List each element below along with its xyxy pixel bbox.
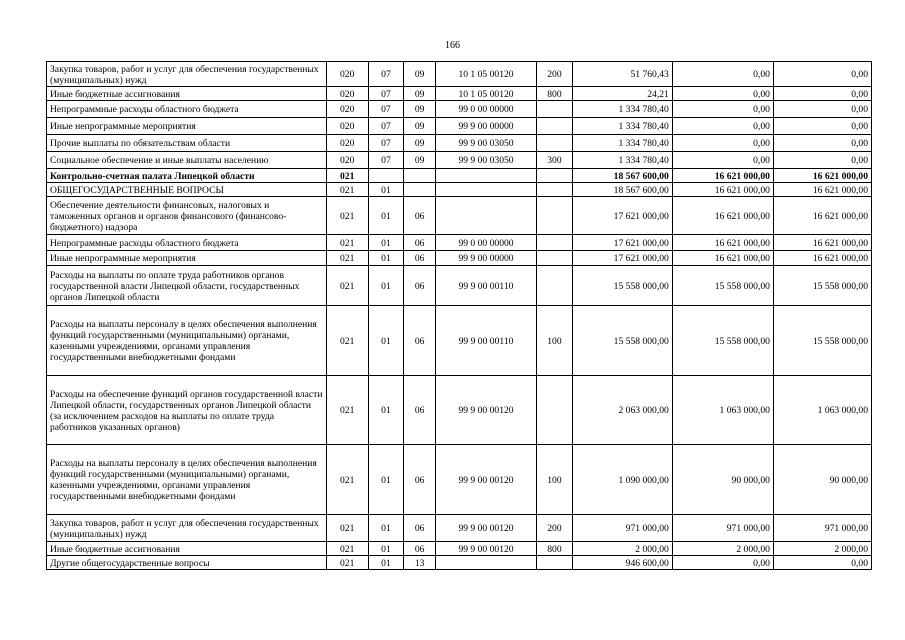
cell-target-article: 99 9 00 03050 [435, 135, 536, 152]
cell-name: Закупка товаров, работ и услуг для обеспечения государственных (муниципальных) нужд [47, 515, 327, 542]
budget-table [46, 61, 872, 570]
cell-section-code: 01 [368, 183, 404, 197]
cell-target-article: 99 9 00 03050 [435, 152, 536, 169]
cell-amount-year-1: 51 760,43 [572, 62, 672, 87]
cell-amount-year-3: 2 000,00 [773, 542, 871, 556]
cell-name: ОБЩЕГОСУДАРСТВЕННЫЕ ВОПРОСЫ [47, 183, 327, 197]
table-row [47, 183, 872, 197]
cell-expense-type: 800 [537, 542, 573, 556]
cell-subsection-code: 06 [404, 266, 436, 306]
cell-amount-year-2: 0,00 [672, 135, 773, 152]
cell-amount-year-1: 18 567 600,00 [572, 169, 672, 183]
cell-subsection-code [404, 169, 436, 183]
cell-amount-year-3: 0,00 [773, 62, 871, 87]
cell-subsection-code: 06 [404, 542, 436, 556]
cell-section-code: 01 [368, 306, 404, 376]
table-row [47, 542, 872, 556]
cell-target-article [435, 556, 536, 570]
cell-target-article: 99 9 00 00120 [435, 515, 536, 542]
cell-section-code: 01 [368, 515, 404, 542]
cell-amount-year-2: 15 558 000,00 [672, 306, 773, 376]
cell-expense-type [537, 197, 573, 235]
cell-expense-type [537, 101, 573, 118]
cell-amount-year-3: 16 621 000,00 [773, 251, 871, 266]
cell-target-article: 10 1 05 00120 [435, 62, 536, 87]
cell-ministry-code: 021 [326, 445, 368, 515]
table-row [47, 135, 872, 152]
cell-section-code: 01 [368, 445, 404, 515]
cell-ministry-code: 021 [326, 183, 368, 197]
cell-amount-year-3: 0,00 [773, 87, 871, 101]
cell-target-article: 99 9 00 00120 [435, 542, 536, 556]
cell-amount-year-2: 0,00 [672, 87, 773, 101]
cell-amount-year-3: 0,00 [773, 152, 871, 169]
cell-subsection-code: 06 [404, 197, 436, 235]
cell-section-code: 01 [368, 235, 404, 251]
cell-name: Расходы на обеспечение функций органов государственной власти Липецкой области, государственных органов Липецкой области (за исключением расходов на выплаты по оплате труда работников указанных органов) [47, 376, 327, 445]
cell-expense-type: 100 [537, 445, 573, 515]
cell-amount-year-1: 1 334 780,40 [572, 118, 672, 135]
cell-amount-year-3: 16 621 000,00 [773, 235, 871, 251]
cell-ministry-code: 021 [326, 306, 368, 376]
cell-amount-year-2: 16 621 000,00 [672, 197, 773, 235]
table-row [47, 376, 872, 445]
table-body [47, 62, 872, 570]
cell-ministry-code: 021 [326, 251, 368, 266]
cell-expense-type [537, 266, 573, 306]
cell-amount-year-3: 0,00 [773, 118, 871, 135]
cell-subsection-code: 09 [404, 135, 436, 152]
cell-expense-type: 200 [537, 515, 573, 542]
cell-amount-year-3: 16 621 000,00 [773, 183, 871, 197]
cell-subsection-code: 09 [404, 152, 436, 169]
cell-amount-year-2: 971 000,00 [672, 515, 773, 542]
cell-section-code: 07 [368, 152, 404, 169]
table-row [47, 445, 872, 515]
cell-section-code: 01 [368, 266, 404, 306]
cell-subsection-code: 06 [404, 445, 436, 515]
cell-target-article: 99 9 00 00000 [435, 118, 536, 135]
cell-amount-year-1: 17 621 000,00 [572, 235, 672, 251]
table-row [47, 118, 872, 135]
cell-expense-type [537, 235, 573, 251]
cell-subsection-code: 06 [404, 306, 436, 376]
cell-amount-year-1: 1 090 000,00 [572, 445, 672, 515]
table-row [47, 62, 872, 87]
cell-amount-year-1: 2 000,00 [572, 542, 672, 556]
cell-amount-year-2: 0,00 [672, 62, 773, 87]
cell-section-code: 01 [368, 556, 404, 570]
cell-amount-year-3: 0,00 [773, 135, 871, 152]
cell-expense-type [537, 118, 573, 135]
cell-section-code: 07 [368, 87, 404, 101]
cell-name: Расходы на выплаты персоналу в целях обеспечения выполнения функций государственными (муниципальными) органами, казенными учреждениями, органами управления государственными внебюджетными фондами [47, 445, 327, 515]
cell-expense-type [537, 376, 573, 445]
cell-ministry-code: 021 [326, 235, 368, 251]
cell-ministry-code: 020 [326, 101, 368, 118]
cell-name: Закупка товаров, работ и услуг для обеспечения государственных (муниципальных) нужд [47, 62, 327, 87]
cell-section-code: 01 [368, 542, 404, 556]
cell-target-article [435, 197, 536, 235]
cell-amount-year-1: 24,21 [572, 87, 672, 101]
cell-amount-year-3: 90 000,00 [773, 445, 871, 515]
cell-name: Расходы на выплаты персоналу в целях обеспечения выполнения функций государственными (муниципальными) органами, казенными учреждениями, органами управления государственными внебюджетными фондами [47, 306, 327, 376]
cell-expense-type: 800 [537, 87, 573, 101]
cell-ministry-code: 021 [326, 542, 368, 556]
cell-amount-year-1: 1 334 780,40 [572, 135, 672, 152]
cell-subsection-code: 09 [404, 87, 436, 101]
cell-target-article: 99 0 00 00000 [435, 101, 536, 118]
cell-amount-year-3: 16 621 000,00 [773, 169, 871, 183]
cell-amount-year-3: 971 000,00 [773, 515, 871, 542]
cell-ministry-code: 020 [326, 62, 368, 87]
table-row [47, 251, 872, 266]
cell-amount-year-2: 2 000,00 [672, 542, 773, 556]
cell-target-article: 99 0 00 00000 [435, 235, 536, 251]
cell-amount-year-3: 0,00 [773, 556, 871, 570]
cell-amount-year-1: 18 567 600,00 [572, 183, 672, 197]
cell-section-code: 07 [368, 101, 404, 118]
cell-subsection-code: 06 [404, 515, 436, 542]
cell-target-article [435, 183, 536, 197]
cell-target-article: 99 9 00 00120 [435, 445, 536, 515]
cell-target-article: 99 9 00 00110 [435, 266, 536, 306]
cell-subsection-code: 13 [404, 556, 436, 570]
cell-ministry-code: 021 [326, 266, 368, 306]
cell-name: Социальное обеспечение и иные выплаты населению [47, 152, 327, 169]
cell-subsection-code [404, 183, 436, 197]
cell-expense-type [537, 183, 573, 197]
cell-expense-type: 300 [537, 152, 573, 169]
cell-amount-year-2: 16 621 000,00 [672, 183, 773, 197]
cell-amount-year-2: 16 621 000,00 [672, 251, 773, 266]
cell-subsection-code: 06 [404, 235, 436, 251]
cell-ministry-code: 021 [326, 169, 368, 183]
cell-amount-year-3: 16 621 000,00 [773, 197, 871, 235]
table-row [47, 235, 872, 251]
cell-amount-year-2: 0,00 [672, 101, 773, 118]
cell-name: Обеспечение деятельности финансовых, налоговых и таможенных органов и органов финансового (финансово-бюджетного) надзора [47, 197, 327, 235]
cell-name: Иные непрограммные мероприятия [47, 251, 327, 266]
cell-ministry-code: 020 [326, 152, 368, 169]
cell-expense-type [537, 556, 573, 570]
cell-amount-year-1: 1 334 780,40 [572, 152, 672, 169]
table-row [47, 515, 872, 542]
cell-name: Непрограммные расходы областного бюджета [47, 235, 327, 251]
cell-amount-year-1: 946 600,00 [572, 556, 672, 570]
table-row [47, 556, 872, 570]
cell-amount-year-2: 90 000,00 [672, 445, 773, 515]
cell-amount-year-2: 16 621 000,00 [672, 169, 773, 183]
cell-target-article: 10 1 05 00120 [435, 87, 536, 101]
cell-subsection-code: 06 [404, 376, 436, 445]
cell-section-code: 07 [368, 62, 404, 87]
table-row [47, 266, 872, 306]
table-row [47, 306, 872, 376]
table-row [47, 152, 872, 169]
cell-section-code: 07 [368, 135, 404, 152]
cell-amount-year-3: 0,00 [773, 101, 871, 118]
table-row [47, 169, 872, 183]
cell-name: Иные бюджетные ассигнования [47, 87, 327, 101]
cell-name: Контрольно-счетная палата Липецкой области [47, 169, 327, 183]
cell-subsection-code: 06 [404, 251, 436, 266]
cell-amount-year-2: 15 558 000,00 [672, 266, 773, 306]
cell-target-article: 99 9 00 00000 [435, 251, 536, 266]
cell-subsection-code: 09 [404, 101, 436, 118]
cell-amount-year-1: 15 558 000,00 [572, 306, 672, 376]
cell-ministry-code: 021 [326, 376, 368, 445]
cell-amount-year-1: 17 621 000,00 [572, 251, 672, 266]
cell-name: Расходы на выплаты по оплате труда работников органов государственной власти Липецкой области, государственных органов Липецкой области [47, 266, 327, 306]
cell-ministry-code: 021 [326, 556, 368, 570]
cell-expense-type: 200 [537, 62, 573, 87]
cell-amount-year-2: 0,00 [672, 152, 773, 169]
cell-amount-year-1: 971 000,00 [572, 515, 672, 542]
cell-ministry-code: 020 [326, 87, 368, 101]
table-row [47, 197, 872, 235]
cell-amount-year-2: 0,00 [672, 118, 773, 135]
cell-amount-year-2: 1 063 000,00 [672, 376, 773, 445]
table-row [47, 87, 872, 101]
cell-amount-year-1: 1 334 780,40 [572, 101, 672, 118]
cell-name: Иные бюджетные ассигнования [47, 542, 327, 556]
cell-ministry-code: 021 [326, 515, 368, 542]
page-number: 166 [445, 40, 460, 51]
cell-section-code: 01 [368, 376, 404, 445]
cell-section-code: 07 [368, 118, 404, 135]
cell-target-article: 99 9 00 00120 [435, 376, 536, 445]
cell-subsection-code: 09 [404, 62, 436, 87]
cell-name: Иные непрограммные мероприятия [47, 118, 327, 135]
cell-ministry-code: 020 [326, 135, 368, 152]
cell-subsection-code: 09 [404, 118, 436, 135]
cell-amount-year-1: 2 063 000,00 [572, 376, 672, 445]
cell-name: Непрограммные расходы областного бюджета [47, 101, 327, 118]
cell-amount-year-3: 15 558 000,00 [773, 306, 871, 376]
cell-amount-year-3: 15 558 000,00 [773, 266, 871, 306]
cell-target-article: 99 9 00 00110 [435, 306, 536, 376]
table-row [47, 101, 872, 118]
cell-expense-type [537, 135, 573, 152]
cell-name: Прочие выплаты по обязательствам области [47, 135, 327, 152]
cell-expense-type [537, 169, 573, 183]
cell-ministry-code: 020 [326, 118, 368, 135]
cell-ministry-code: 021 [326, 197, 368, 235]
cell-amount-year-1: 15 558 000,00 [572, 266, 672, 306]
cell-expense-type [537, 251, 573, 266]
cell-amount-year-1: 17 621 000,00 [572, 197, 672, 235]
cell-section-code: 01 [368, 251, 404, 266]
cell-expense-type: 100 [537, 306, 573, 376]
cell-amount-year-2: 16 621 000,00 [672, 235, 773, 251]
cell-name: Другие общегосударственные вопросы [47, 556, 327, 570]
cell-target-article [435, 169, 536, 183]
cell-section-code: 01 [368, 197, 404, 235]
cell-amount-year-2: 0,00 [672, 556, 773, 570]
cell-amount-year-3: 1 063 000,00 [773, 376, 871, 445]
cell-section-code [368, 169, 404, 183]
